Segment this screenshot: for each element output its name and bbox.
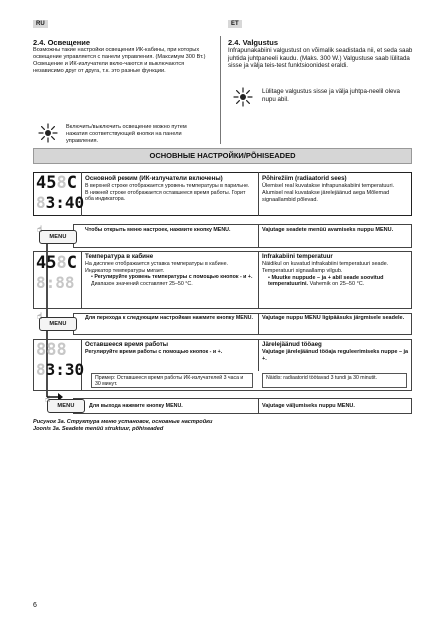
remaining-text-ru: Регулируйте время работы с помощью кнопок - и +. — [85, 349, 223, 355]
pointing-hand-icon-2: ☝ — [37, 311, 43, 321]
menu-exit-text-et: Vajutage väljumiseks nuppu MENU. — [262, 403, 355, 409]
lcd-temp-unit: C — [66, 253, 77, 273]
figure-caption-et: Joonis 3a. Seadete menüü struktuur, põhiseaded — [33, 426, 164, 432]
lcd-top-digits: 45 — [36, 173, 57, 193]
pointing-hand-icon-3: ☝ — [45, 394, 51, 404]
section-body-ru: Возможны такие настройки освещения ИК-кабины, при которых освещение управляется с панели управления. (Максимум 300 Вт.) Освещение и ИК-излучатели вклю-чаются и выключаются независимо друг от друга, т.к. это разные функции. — [33, 47, 206, 74]
temperature-range-ru: Диапазон значений составляет 25–50 °C. — [91, 280, 193, 287]
main-mode-text-ru: В верхней строке отображается уровень температуры в парильне. В нижней строке отображается оставшееся время работы. Горит оба индикатора. — [85, 183, 250, 203]
lcd-remaining-digits: 3:30 — [45, 360, 85, 379]
section-tip-ru: Включить/выключить освещение можно путем нажатия соответствующей кнопки на панели управления. — [66, 124, 187, 144]
main-mode-text-et: Ülemisel real kuvatakse infrapunakabiini temperatuuri. Alumisel real kuvatakse järelejäänud aega Mõlemad signaallambid põlevad. — [262, 183, 395, 203]
lcd-bottom-digits: 3:40 — [45, 193, 85, 212]
menu-next-text-ru: Для перехода к следующим настройкам нажмите кнопку MENU. — [85, 315, 253, 321]
light-bulb-icon-et — [232, 86, 254, 108]
section-tip-et: Lülitage valgustus sisse ja välja juhtpa-neelil oleva nupu abil. — [262, 88, 400, 103]
temperature-bullet-et: Muutke nuppude – ja + abil seade soovitud temperatuurini. — [268, 274, 384, 288]
menu-button-exit[interactable]: MENU — [47, 399, 85, 413]
main-mode-title-et: Põhirežiim (radiaatorid sees) — [262, 175, 347, 182]
remaining-title-et: Järelejäänud tööaeg — [262, 341, 322, 348]
temperature-title-ru: Температура в кабине — [85, 253, 154, 260]
figure-caption-ru: Рисунок 3а. Структура меню установок, основные настройки — [33, 419, 213, 425]
section-body-et: Infrapunakabiini valgustust on võimalik seadistada nii, et seda saab juhtida juhtpaneeli kaudu. (Maks. 300 W.) Valgustuse saab lülitada sisse ja välja teis-test funktsioonidest eraldi. — [228, 47, 413, 70]
menu-next-text-et: Vajutage nuppu MENU ligipääsuks järgmisele seadele. — [262, 315, 405, 321]
temperature-title-et: Infrakabiini temperatuur — [262, 253, 333, 260]
remaining-title-ru: Оставшееся время работы — [85, 341, 169, 348]
menu-button-next[interactable]: MENU — [39, 317, 77, 331]
main-mode-title-ru: Основной режим (ИК-излучатели включены) — [85, 175, 223, 182]
section-heading-et: 2.4. Valgustus — [228, 38, 279, 47]
menu-exit-text-ru: Для выхода нажмите кнопку MENU. — [89, 403, 183, 409]
column-divider — [220, 36, 221, 144]
temperature-range-et: Vahemik on 25–50 °C. — [309, 281, 365, 288]
menu-open-text-ru: Чтобы открыть меню настроек, нажмите кнопку MENU. — [85, 227, 231, 233]
example-note-et: Näidis: radiaatorid töötavad 3 tundi ja 30 minutit. — [262, 373, 407, 388]
page-number: 6 — [33, 602, 37, 609]
pointing-hand-icon: ☝ — [37, 224, 43, 234]
remaining-text-et: Vajutage järelejäänud tööaja reguleerimiseks nuppe – ja +. — [262, 349, 409, 362]
temperature-bullet-ru: Регулируйте уровень температуры с помощью кнопок - и +. — [94, 274, 253, 281]
lcd-top-unit: C — [66, 173, 77, 193]
menu-open-text-et: Vajutage seadete menüü avamiseks nuppu MENU. — [262, 227, 394, 233]
lang-tag-ru: RU — [33, 20, 48, 28]
section-heading-ru: 2.4. Освещение — [33, 38, 91, 47]
settings-flowchart: 458C 83:40 Основной режим (ИК-излучатели включены) В верхней строке отображается уровень температуры в парильне. В нижней строке отображается оставшееся время работы. Горит оба индикатора. Põhirežiim (radiaatorid sees) Ülemisel real kuvatakse infrapunakabiini temperatuuri. Alumisel real kuvatakse järelejäänud aega Mõlemad signaallambid põlevad. MENU ☝ Чтобы открыть меню настроек, нажмите кнопку MENU. Vajutage seadete menüü avamiseks nuppu MENU. 458C 8:88 Температура в кабине На дисплее отображается уставка температуры в кабине. Индикатор температуры мигает. • Регулируйте уровень температуры с помощью кнопок - и +. Диапазон значений составляет 25–50 °C. Infrakabiini temperatuur Näidikul on kuvatud infrakabiini temperatuuri seade. Temperatuuri signaallamp vilgub. • Muutke nuppude – ja + abil seade soovitud temperatuurini. Vahemik on 25–50 °C. MENU ☝ Для перехода к следующим настройкам нажмите кнопку MENU. Vajutage nuppu MENU ligipääsuks järgmisele seadele. 888 83:30 Оставшееся время работы Регулируйте время работы с помощью кнопок - и +. Järelejäänud tööaeg Vajutage järelejäänud tööaja reguleerimiseks nuppe – ja +. Пример: Оставшееся время работы ИК-излучателей 3 часа и 30 минут. Näidis: radiaatorid töötavad 3 tundi ja 30 minutit. MENU ☝ Для выхода нажмите кнопку MENU. Vajutage väljumiseks nuppu MENU. — [33, 172, 412, 414]
example-note-ru: Пример: Оставшееся время работы ИК-излучателей 3 часа и 30 минут. — [91, 373, 253, 388]
lang-tag-et: ET — [228, 20, 242, 28]
temperature-text-et: Näidikul on kuvatud infrakabiini temperatuuri seade. Temperatuuri signaallamp vilgub. — [262, 261, 389, 274]
light-bulb-icon — [37, 122, 59, 144]
lcd-temp-digits: 45 — [36, 253, 57, 273]
section-banner: ОСНОВНЫЕ НАСТРОЙКИ/PÕHISEADED — [33, 148, 412, 164]
temperature-text-ru: На дисплее отображается уставка температуры в кабине. Индикатор температуры мигает. — [85, 261, 229, 274]
menu-button[interactable]: MENU — [39, 230, 77, 244]
